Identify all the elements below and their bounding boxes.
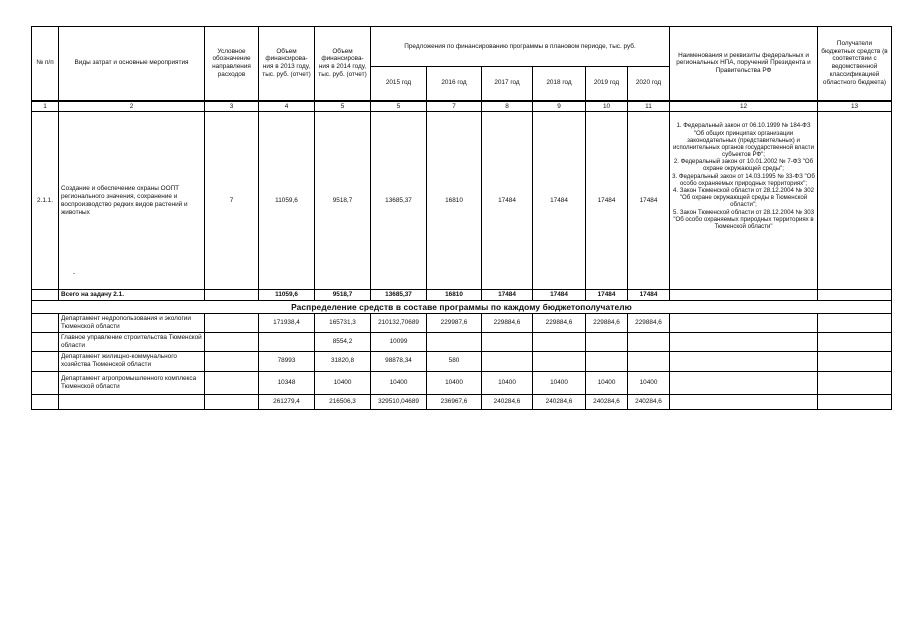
table-row (32, 314, 892, 333)
npa-item: 1. Федеральный закон от 06.10.1999 № 184-ФЗ "Об общих принципах организации законодательных (представительных) и исполнительных органов государственной власти субъектов РФ"; (673, 122, 814, 159)
header-year: 2018 год (533, 67, 586, 101)
activity-year-value: 16810 (427, 112, 482, 290)
empty-cell (670, 314, 818, 333)
empty-cell (205, 290, 259, 301)
task-total-2014: 9518,7 (315, 290, 371, 301)
row-num: 2.1.1. (32, 112, 59, 290)
activity-year-value: 17484 (533, 112, 586, 290)
recipient-year (628, 351, 670, 371)
recipient-year (482, 351, 533, 371)
recipient-year: 229884,6 (482, 314, 533, 333)
activity-vol-2014: 9518,7 (315, 112, 371, 290)
empty-cell (818, 394, 892, 409)
recipient-year: 210132,70689 (371, 314, 427, 333)
column-number: 1 (32, 101, 59, 112)
empty-cell (205, 371, 259, 394)
activity-year-value: 17484 (586, 112, 628, 290)
column-number: 4 (259, 101, 315, 112)
empty-cell (205, 333, 259, 352)
empty-cell (32, 333, 59, 352)
recipient-year: 10400 (371, 371, 427, 394)
header-npa: Наименования и реквизиты федеральных и региональных НПА, поручений Президента и Правительства РФ (670, 27, 818, 101)
empty-cell (670, 351, 818, 371)
empty-cell (32, 290, 59, 301)
empty-cell (32, 314, 59, 333)
activity-year-value: 17484 (628, 112, 670, 290)
column-number: 9 (533, 101, 586, 112)
recipient-year: 229884,6 (628, 314, 670, 333)
recipient-name: Департамент агропромышленного комплекса Тюменской области (59, 371, 205, 394)
grand-total-year: 329510,04689 (371, 394, 427, 409)
header-year: 2019 год (586, 67, 628, 101)
header-num: № п/п (32, 27, 59, 101)
table-row (32, 112, 892, 290)
empty-cell (32, 394, 59, 409)
activity-name (59, 112, 205, 290)
recipient-year (628, 333, 670, 352)
column-number: 5 (315, 101, 371, 112)
header-kind: Виды затрат и основные мероприятия (59, 27, 205, 101)
recipient-year: 10400 (427, 371, 482, 394)
grand-total-year: 240284,6 (482, 394, 533, 409)
task-total-2013: 11059,6 (259, 290, 315, 301)
task-total-row (32, 290, 892, 301)
recipient-name: Департамент недропользования и экологии Тюменской области (59, 314, 205, 333)
header-year: 2015 год (371, 67, 427, 101)
recipient-year (533, 351, 586, 371)
empty-cell (670, 333, 818, 352)
task-total-year: 17484 (533, 290, 586, 301)
recipient-year: 10400 (628, 371, 670, 394)
recipient-year: 229987,6 (427, 314, 482, 333)
empty-cell (818, 290, 892, 301)
recipient-cell (818, 112, 892, 290)
activity-year-value: 13685,37 (371, 112, 427, 290)
empty-cell (818, 351, 892, 371)
recipient-year: 10400 (586, 371, 628, 394)
empty-cell (32, 351, 59, 371)
budget-table-sheet (31, 26, 891, 410)
recipient-year: 10099 (371, 333, 427, 352)
task-total-year: 17484 (628, 290, 670, 301)
empty-cell (59, 394, 205, 409)
activity-vol-2013: 11059,6 (259, 112, 315, 290)
section-title: Распределение средств в составе программы по каждому бюджетополучателю (32, 301, 892, 314)
column-number: 11 (628, 101, 670, 112)
empty-cell (205, 314, 259, 333)
grand-total-year: 236967,6 (427, 394, 482, 409)
empty-cell (32, 371, 59, 394)
empty-cell (670, 394, 818, 409)
header-code: Условное обозначение направления расходов (205, 27, 259, 101)
column-number: 3 (205, 101, 259, 112)
recipient-2014: 10400 (315, 371, 371, 394)
grand-total-year: 240284,6 (628, 394, 670, 409)
header-year: 2020 год (628, 67, 670, 101)
recipient-name: Главное управление строительства Тюменской области (59, 333, 205, 352)
section-row (32, 301, 892, 314)
recipient-year (586, 333, 628, 352)
recipient-year: 10400 (533, 371, 586, 394)
npa-item: 2. Федеральный закон от 10.01.2002 № 7-ФЗ "Об охране окружающей среды"; (673, 158, 814, 173)
grand-total-year: 240284,6 (586, 394, 628, 409)
grand-total-2014: 216506,3 (315, 394, 371, 409)
grand-total-2013: 261279,4 (259, 394, 315, 409)
task-total-year: 13685,37 (371, 290, 427, 301)
financing-table (31, 26, 892, 410)
header-vol-2014: Объем финансирова-ния в 2014 году, тыс. руб. (отчет) (315, 27, 371, 101)
header-year: 2016 год (427, 67, 482, 101)
recipient-year: 229884,6 (533, 314, 586, 333)
header-year: 2017 год (482, 67, 533, 101)
grand-total-year: 240284,6 (533, 394, 586, 409)
column-number: 8 (482, 101, 533, 112)
recipient-2013: 10348 (259, 371, 315, 394)
grand-total-row (32, 394, 892, 409)
empty-cell (205, 394, 259, 409)
task-total-label: Всего на задачу 2.1. (59, 290, 205, 301)
npa-list (670, 112, 818, 290)
recipient-year (427, 333, 482, 352)
npa-item: 4. Закон Тюменской области от 28.12.2004 № 302 "Об охране окружающей среды в Тюменской области"; (672, 187, 814, 209)
empty-cell (670, 371, 818, 394)
empty-cell (818, 371, 892, 394)
column-number: 12 (670, 101, 818, 112)
recipient-year (586, 351, 628, 371)
empty-cell (670, 290, 818, 301)
recipient-2014: 31820,8 (315, 351, 371, 371)
npa-item: 5. Закон Тюменской области от 28.12.2004 № 303 "Об особо охраняемых природных территориях в Тюменской области" (672, 208, 814, 230)
recipient-2013: 78993 (259, 351, 315, 371)
task-total-year: 17484 (586, 290, 628, 301)
column-number: 7 (427, 101, 482, 112)
stray-mark: - (73, 269, 76, 277)
activity-code: 7 (205, 112, 259, 290)
npa-item: 3. Федеральный закон от 14.03.1995 № 33-ФЗ "Об особо охраняемых природных территориях"; (672, 172, 815, 187)
empty-cell (818, 314, 892, 333)
column-number: 13 (818, 101, 892, 112)
task-total-year: 16810 (427, 290, 482, 301)
recipient-year: 229884,6 (586, 314, 628, 333)
recipient-year (482, 333, 533, 352)
task-total-year: 17484 (482, 290, 533, 301)
empty-cell (205, 351, 259, 371)
recipient-year (533, 333, 586, 352)
table-row (32, 351, 892, 371)
empty-cell (818, 333, 892, 352)
recipient-name: Департамент жилищно-коммунального хозяйства Тюменской области (59, 351, 205, 371)
column-number-row (32, 101, 892, 112)
recipient-year: 580 (427, 351, 482, 371)
recipient-year: 10400 (482, 371, 533, 394)
recipient-2014: 165731,3 (315, 314, 371, 333)
column-number: 2 (59, 101, 205, 112)
activity-name-text: Создание и обеспечение охраны ООПТ регионального значения, сохранение и воспроизводство редких видов растений и животных (61, 185, 188, 216)
recipient-2013 (259, 333, 315, 352)
recipient-2014: 8554,2 (315, 333, 371, 352)
header-proposals: Предложения по финансированию программы в плановом периоде, тыс. руб. (371, 27, 670, 67)
activity-year-value: 17484 (482, 112, 533, 290)
recipient-year: 98878,34 (371, 351, 427, 371)
header-recipients: Получатели бюджетных средств (в соответствии с ведомственной классификацией областного бюджета) (818, 27, 892, 101)
recipient-2013: 171938,4 (259, 314, 315, 333)
header-vol-2013: Объем финансирова-ния в 2013 году, тыс. руб. (отчет) (259, 27, 315, 101)
table-row (32, 371, 892, 394)
column-number: 5 (371, 101, 427, 112)
column-number: 10 (586, 101, 628, 112)
table-row (32, 333, 892, 352)
